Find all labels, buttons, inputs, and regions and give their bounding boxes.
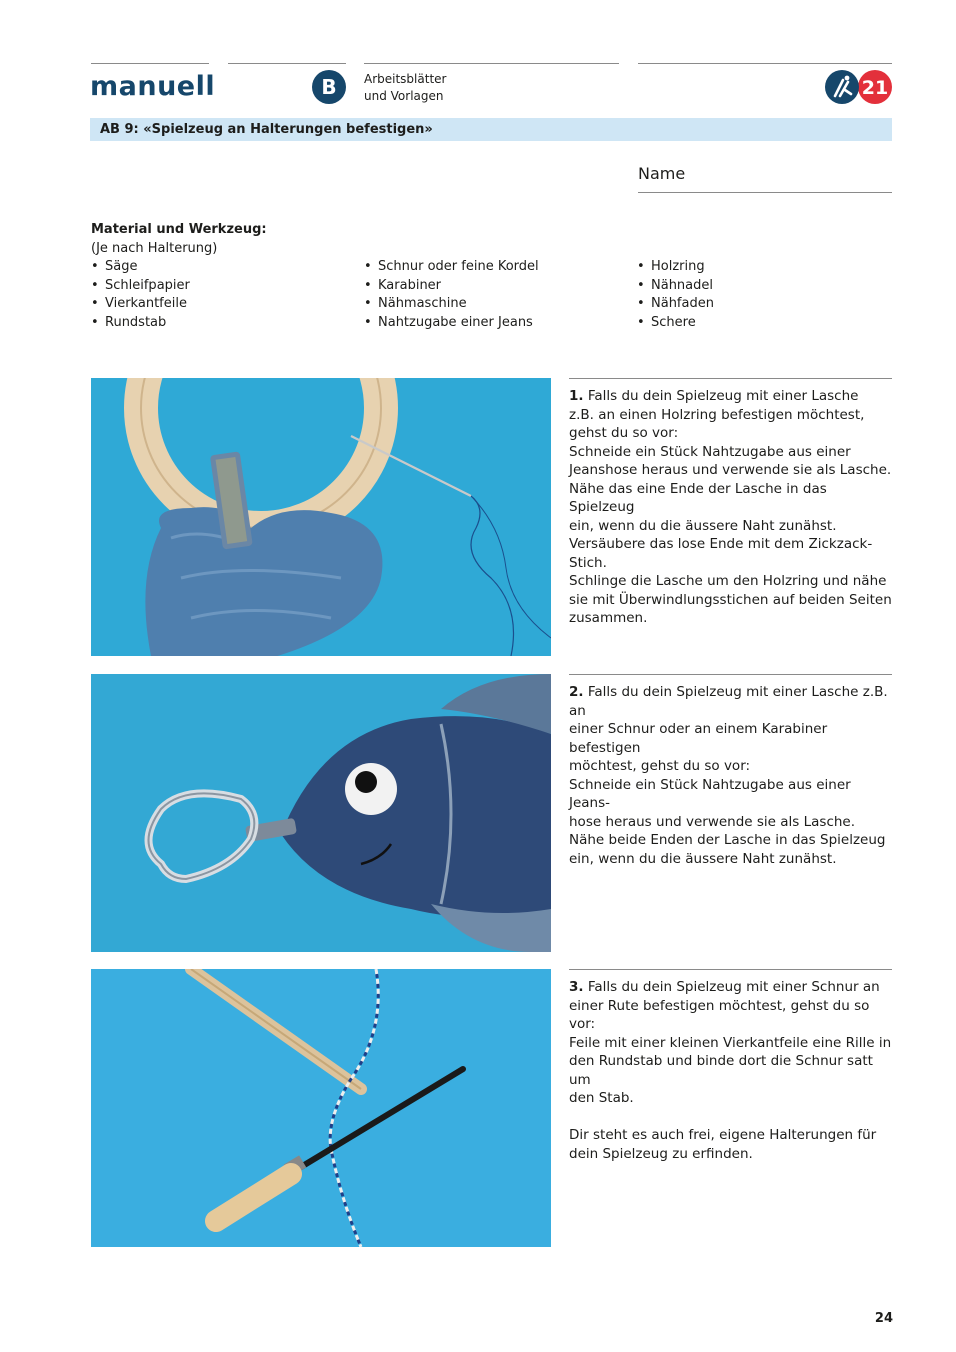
photo-dowel-file [91, 969, 551, 1247]
dowel-file-illustration [91, 969, 551, 1247]
list-item: • Holzring [637, 258, 714, 277]
photo-heart-ring [91, 378, 551, 656]
worksheet-title: AB 9: «Spielzeug an Halterungen befestigen» [90, 118, 892, 141]
material-note: (Je nach Halterung) [91, 240, 218, 256]
brand-logo: manuell [90, 71, 216, 102]
header-subtitle-line1: Arbeitsblätter [364, 72, 447, 86]
step-3-text: 3. Falls du dein Spielzeug mit einer Schnur an einer Rute befestigen möchtest, gehst du so vor: Feile mit einer kleinen Vierkantfeile eine Rille in den Rundstab und binde dort die Schnur satt um den Stab. Dir steht es auch frei, eigene Halterungen für dein Spielzeug zu erfinden. [569, 979, 892, 1162]
header-rule-4 [638, 63, 892, 64]
step-number: 2. [569, 684, 584, 700]
list-item: • Rundstab [91, 314, 190, 333]
material-list-col3 [637, 258, 714, 332]
lp21-logo [823, 70, 893, 104]
list-item: • Säge [91, 258, 190, 277]
fish-carabiner-illustration [91, 674, 551, 952]
list-item: • Schere [637, 314, 714, 333]
name-label: Name [638, 164, 686, 183]
lp21-icon [823, 70, 893, 104]
name-line[interactable] [638, 192, 892, 193]
list-item: • Vierkantfeile [91, 295, 190, 314]
list-item: • Nähmaschine [364, 295, 539, 314]
header-subtitle-line2: und Vorlagen [364, 89, 444, 103]
list-item: • Nähnadel [637, 277, 714, 296]
header-rule-1 [91, 63, 209, 64]
material-title: Material und Werkzeug: [91, 222, 267, 237]
step-1-text: 1. Falls du dein Spielzeug mit einer Lasche z.B. an einen Holzring befestigen möchtest, gehst du so vor: Schneide ein Stück Nahtzugabe aus einer Jeanshose heraus und verwende sie als Lasche. Nähe das eine Ende der Lasche in das Spielzeug ein, wenn du die äussere Naht zunähst. Versäubere das lose Ende mit dem Zickzack-Stich. Schlinge die Lasche um den Holzring und nähe sie mit Überwindlungsstichen auf beiden Seiten zusammen. [569, 388, 892, 626]
heart-ring-illustration [91, 378, 551, 656]
list-item: • Nähfaden [637, 295, 714, 314]
header-rule-2 [228, 63, 346, 64]
page-number: 24 [874, 1311, 893, 1326]
material-list-col2 [364, 258, 539, 332]
list-item: • Nahtzugabe einer Jeans [364, 314, 539, 333]
list-item: • Schnur oder feine Kordel [364, 258, 539, 277]
step3-rule [569, 969, 892, 970]
material-list-col1 [91, 258, 190, 332]
material-heading [91, 221, 267, 258]
section-badge: B [312, 70, 346, 104]
step2-rule [569, 674, 892, 675]
header-rule-3 [364, 63, 619, 64]
list-item: • Karabiner [364, 277, 539, 296]
step-number: 3. [569, 979, 584, 995]
lp21-number: 21 [861, 77, 889, 99]
list-item: • Schleifpapier [91, 277, 190, 296]
header-subtitle [364, 71, 446, 105]
photo-fish-carabiner [91, 674, 551, 952]
step1-rule [569, 378, 892, 379]
step-2-text: 2. Falls du dein Spielzeug mit einer Lasche z.B. an einer Schnur oder an einem Karabiner befestigen möchtest, gehst du so vor: Schneide ein Stück Nahtzugabe aus einer Jeans- hose heraus und verwende sie als Lasche. Nähe beide Enden der Lasche in das Spielzeug ein, wenn du die äussere Naht zunähst. [569, 684, 888, 867]
step-number: 1. [569, 388, 584, 404]
